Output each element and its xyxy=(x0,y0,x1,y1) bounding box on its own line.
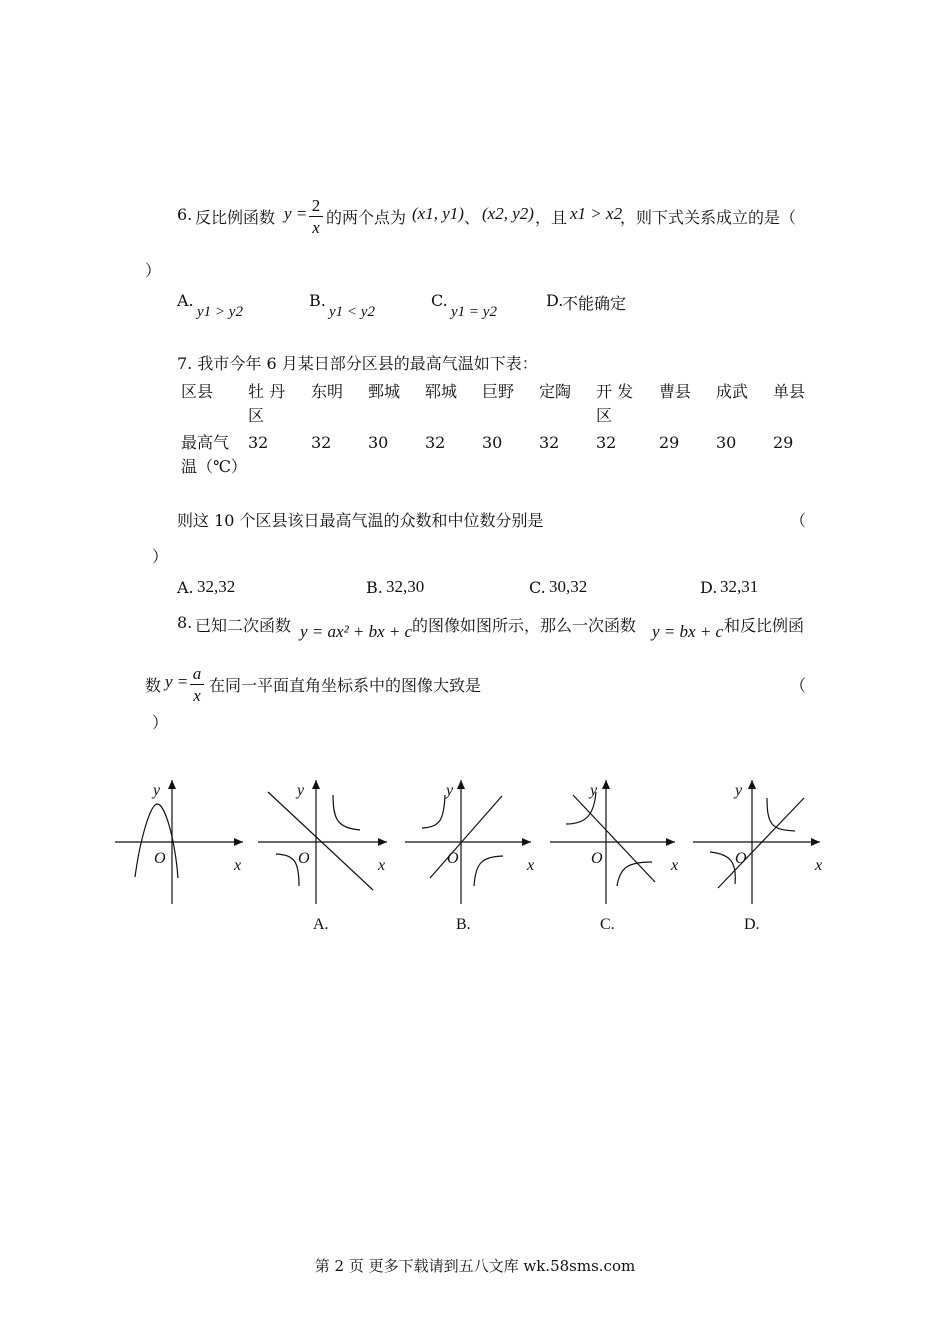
choice-c-label: C. xyxy=(600,916,615,933)
table-cell: 30 xyxy=(482,433,503,452)
q7-option-a-value: 32,32 xyxy=(197,577,236,596)
q8-line2-lead: 数 xyxy=(145,676,162,695)
q6-option-c-expr: y1 = y2 xyxy=(451,304,497,320)
table-cell: 曹县 xyxy=(659,382,692,401)
choice-c-graph xyxy=(550,780,675,904)
table-cell: 东明 xyxy=(311,382,344,401)
table-cell: 32 xyxy=(596,433,617,452)
q6-frac-denominator: x xyxy=(312,218,320,237)
q8-frac-numerator: a xyxy=(192,664,202,683)
q6-option-b-expr: y1 < y2 xyxy=(329,304,375,320)
q8-number: 8. xyxy=(177,613,193,632)
q6-frac-numerator: 2 xyxy=(311,196,321,215)
q8-close-paren: ） xyxy=(152,713,169,732)
q8-line2-tail: 在同一平面直角坐标系中的图像大致是 xyxy=(209,676,482,695)
q7-option-c-value: 30,32 xyxy=(549,577,588,596)
table-cell: 开 发 区 xyxy=(596,382,634,425)
q7-option-c-label: C. xyxy=(529,578,546,597)
axis-label-x: x xyxy=(527,857,535,874)
origin-label: O xyxy=(735,850,747,867)
q7-question: 则这 10 个区县该日最高气温的众数和中位数分别是 xyxy=(177,511,544,530)
table-cell: 巨野 xyxy=(482,382,515,401)
origin-label: O xyxy=(447,850,459,867)
q8-open-paren: （ xyxy=(790,676,807,695)
table-cell: 郓城 xyxy=(425,382,458,401)
q6-mid1: 的两个点为 xyxy=(326,208,407,227)
axis-label-x: x xyxy=(671,857,679,874)
origin-label: O xyxy=(154,850,166,867)
table-cell: 牡 丹 区 xyxy=(248,382,286,425)
axis-label-x: x xyxy=(815,857,823,874)
q6-point2: (x2, y2) xyxy=(482,204,534,223)
q6-option-d-label: D. xyxy=(546,291,564,310)
q6-func-y: y = xyxy=(284,204,308,223)
q8-fraction xyxy=(190,664,204,706)
axis-label-y: y xyxy=(590,782,598,799)
q7-close-paren: ） xyxy=(152,547,169,566)
axis-label-y: y xyxy=(297,782,305,799)
table-cell: 单县 xyxy=(773,382,806,401)
table-cell: 29 xyxy=(659,433,680,452)
q6-option-a-label: A. xyxy=(177,291,194,310)
q8-tail: 和反比例函 xyxy=(724,616,805,635)
table-cell: 定陶 xyxy=(539,382,572,401)
choice-d-graph xyxy=(693,780,823,904)
q8-frac-denominator: x xyxy=(193,686,201,705)
q6-separator: 、 xyxy=(464,208,481,227)
table-cell: 32 xyxy=(248,433,269,452)
origin-label: O xyxy=(298,850,310,867)
q6-condition: x1 > x2 xyxy=(570,204,623,223)
table-cell: 29 xyxy=(773,433,794,452)
q6-lead: 反比例函数 xyxy=(195,208,276,227)
choice-d-label: D. xyxy=(744,916,760,933)
axis-label-y: y xyxy=(153,782,161,799)
q8-graphs xyxy=(0,760,950,950)
table-row xyxy=(181,428,830,479)
q7-option-d-value: 32,31 xyxy=(720,577,759,596)
q8-quadratic: y = ax² + bx + c xyxy=(300,622,413,641)
q6-fraction xyxy=(309,196,323,238)
q8-inverse-y: y = xyxy=(165,672,189,691)
q6-point1: (x1, y1) xyxy=(412,204,464,223)
q6-mid2: ，且 xyxy=(535,208,568,227)
q7-option-d-label: D. xyxy=(700,578,718,597)
choice-b-label: B. xyxy=(456,916,471,933)
table-cell: 成武 xyxy=(716,382,749,401)
table-header-label: 区县 xyxy=(181,382,214,401)
axis-label-x: x xyxy=(378,857,386,874)
q6-option-d-text: 不能确定 xyxy=(562,294,627,313)
q7-open-paren: （ xyxy=(790,511,807,530)
table-cell: 32 xyxy=(425,433,446,452)
table-cell: 30 xyxy=(368,433,389,452)
q7-option-b-label: B. xyxy=(366,578,383,597)
q7-option-a-label: A. xyxy=(177,578,194,597)
q7-stem: 7. 我市今年 6 月某日部分区县的最高气温如下表： xyxy=(177,354,538,373)
choice-b-graph xyxy=(405,780,531,904)
table-cell: 30 xyxy=(716,433,737,452)
table-cell: 鄄城 xyxy=(368,382,401,401)
choice-a-label: A. xyxy=(313,916,329,933)
q8-lead: 已知二次函数 xyxy=(195,616,292,635)
axis-label-y: y xyxy=(446,782,454,799)
axis-label-y: y xyxy=(735,782,743,799)
q8-mid: 的图像如图所示，那么一次函数 xyxy=(412,616,637,635)
table-cell: 32 xyxy=(311,433,332,452)
q8-linear: y = bx + c xyxy=(652,622,724,641)
table-cell: 32 xyxy=(539,433,560,452)
axis-label-x: x xyxy=(234,857,242,874)
q6-number: 6. xyxy=(177,205,193,224)
temperature-table xyxy=(181,380,830,479)
table-row-label: 最高气温（℃） xyxy=(181,433,247,476)
choice-a-graph xyxy=(258,780,387,904)
q6-tail: ，则下式关系成立的是（ xyxy=(620,208,797,227)
q6-close-paren: ） xyxy=(145,261,162,280)
given-quadratic-graph xyxy=(115,780,243,904)
q7-option-b-value: 32,30 xyxy=(386,577,425,596)
table-row xyxy=(181,380,830,428)
page-footer: 第 2 页 更多下载请到五八文库 wk.58sms.com xyxy=(314,1257,636,1275)
q6-option-b-label: B. xyxy=(309,291,326,310)
q6-option-c-label: C. xyxy=(431,291,448,310)
q6-option-a-expr: y1 > y2 xyxy=(197,304,243,320)
origin-label: O xyxy=(591,850,603,867)
